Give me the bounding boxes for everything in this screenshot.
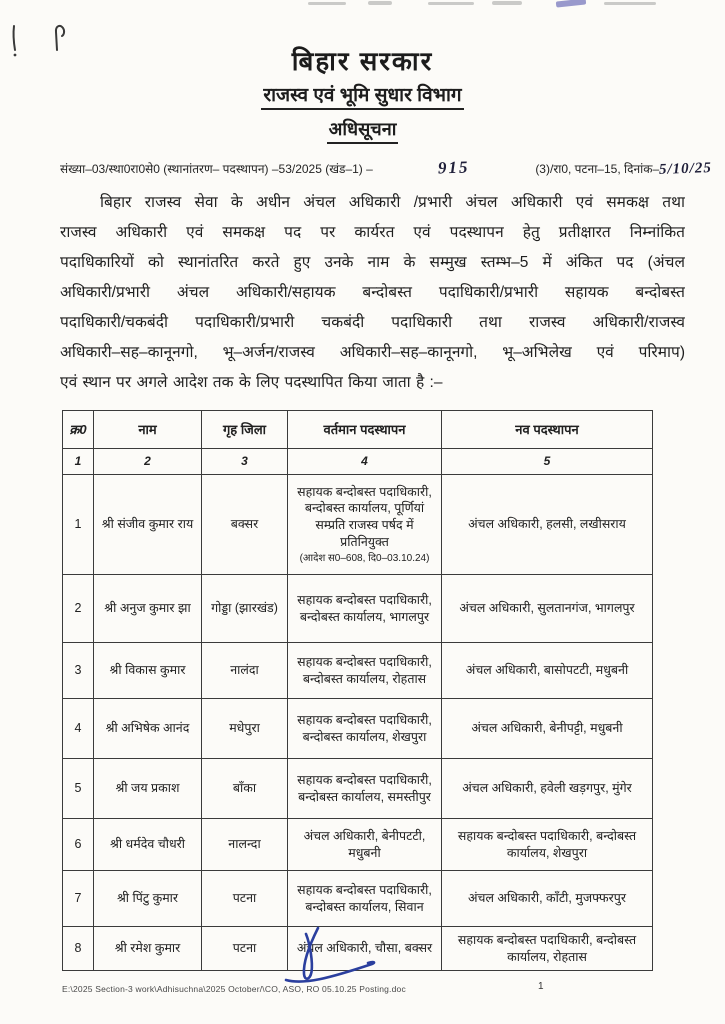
current-posting-cell: सहायक बन्दोबस्त पदाधिकारी, बन्दोबस्त कार्यालय, रोहतास — [288, 643, 442, 699]
home-district-cell: बाँका — [202, 759, 288, 819]
current-posting-cell: सहायक बन्दोबस्त पदाधिकारी, बन्दोबस्त कार्यालय, शेखपुरा — [288, 699, 442, 759]
scan-artifact — [428, 2, 474, 5]
home-district-cell: नालंदा — [202, 643, 288, 699]
handwritten-date: 5/10/25 — [658, 160, 713, 178]
home-district-cell: गोड्डा (झारखंड) — [202, 575, 288, 643]
column-number: 5 — [442, 449, 653, 475]
name-cell: श्री अनुज कुमार झा — [94, 575, 202, 643]
page-number: 1 — [538, 981, 544, 992]
current-posting-cell — [288, 475, 442, 575]
current-posting-cell: अंचल अधिकारी, चौसा, बक्सर — [288, 927, 442, 971]
notification-title-text: अधिसूचना — [327, 117, 399, 144]
column-number-row — [63, 449, 653, 475]
table-header-row — [63, 411, 653, 449]
footer-file-path: E:\2025 Section-3 work\Adhisuchna\2025 October/\CO, ASO, RO 05.10.25 Posting.doc — [62, 984, 406, 994]
notification-title — [0, 117, 725, 144]
header-new-posting: नव पदस्थापन — [442, 411, 653, 449]
department-title — [0, 81, 725, 110]
name-cell: श्री अभिषेक आनंद — [94, 699, 202, 759]
current-posting-text: सहायक बन्दोबस्त पदाधिकारी, बन्दोबस्त कार्यालय, पूर्णियां सम्प्रति राजस्व पर्षद में प्रतिनियुक्त — [297, 484, 432, 550]
column-number: 2 — [94, 449, 202, 475]
serial-cell: 3 — [63, 643, 94, 699]
serial-cell: 5 — [63, 759, 94, 819]
serial-cell: 6 — [63, 819, 94, 871]
new-posting-cell: सहायक बन्दोबस्त पदाधिकारी, बन्दोबस्त कार्यालय, रोहतास — [442, 927, 653, 971]
serial-cell: 2 — [63, 575, 94, 643]
header-home-district: गृह जिला — [202, 411, 288, 449]
new-posting-cell: सहायक बन्दोबस्त पदाधिकारी, बन्दोबस्त कार्यालय, शेखपुरा — [442, 819, 653, 871]
name-cell: श्री विकास कुमार — [94, 643, 202, 699]
current-posting-cell: सहायक बन्दोबस्त पदाधिकारी, बन्दोबस्त कार्यालय, भागलपुर — [288, 575, 442, 643]
reference-right-text — [535, 160, 712, 178]
serial-cell: 8 — [63, 927, 94, 971]
name-cell: श्री जय प्रकाश — [94, 759, 202, 819]
paragraph-line: बिहार राजस्व सेवा के अधीन अंचल अधिकारी /प्रभारी अंचल अधिकारी एवं समकक्ष तथा — [100, 194, 685, 211]
transfer-table — [62, 410, 653, 971]
serial-cell: 4 — [63, 699, 94, 759]
reference-left-text: संख्या–03/स्था0रा0से0 (स्थानांतरण– पदस्थापन) –53/2025 (खंड–1) – — [60, 162, 373, 176]
handwritten-memo-number: 915 — [437, 157, 471, 178]
table-row — [63, 643, 653, 699]
serial-cell: 1 — [63, 475, 94, 575]
department-title-text: राजस्व एवं भूमि सुधार विभाग — [261, 81, 463, 110]
name-cell: श्री पिंटु कुमार — [94, 871, 202, 927]
new-posting-cell: अंचल अधिकारी, हवेली खड़गपुर, मुंगेर — [442, 759, 653, 819]
current-posting-cell: सहायक बन्दोबस्त पदाधिकारी, बन्दोबस्त कार्यालय, सिवान — [288, 871, 442, 927]
document-header — [0, 0, 725, 144]
paragraph-line: पदाधिकारियों को स्थानांतरित करते हुए उनके नाम के सम्मुख स्तम्भ–5 में अंकित पद (अंचल — [60, 254, 685, 271]
header-current-posting: वर्तमान पदस्थापन — [288, 411, 442, 449]
table-row — [63, 475, 653, 575]
table-row — [63, 575, 653, 643]
current-posting-note: (आदेश स0–608, दि0–03.10.24) — [299, 553, 430, 564]
home-district-cell: बक्सर — [202, 475, 288, 575]
table-row — [63, 819, 653, 871]
new-posting-cell: अंचल अधिकारी, हलसी, लखीसराय — [442, 475, 653, 575]
new-posting-cell: अंचल अधिकारी, काँटी, मुजफ्फरपुर — [442, 871, 653, 927]
signature-mark — [268, 916, 388, 994]
home-district-cell: मधेपुरा — [202, 699, 288, 759]
scan-artifact — [492, 1, 522, 5]
new-posting-cell: अंचल अधिकारी, बेनीपट्टी, मधुबनी — [442, 699, 653, 759]
column-number: 4 — [288, 449, 442, 475]
column-number: 3 — [202, 449, 288, 475]
current-posting-cell: सहायक बन्दोबस्त पदाधिकारी, बन्दोबस्त कार्यालय, समस्तीपुर — [288, 759, 442, 819]
government-title: बिहार सरकार — [291, 46, 434, 76]
home-district-cell: पटना — [202, 871, 288, 927]
scan-artifact — [368, 1, 392, 5]
scan-artifact — [308, 2, 346, 5]
table-row — [63, 759, 653, 819]
serial-cell: 7 — [63, 871, 94, 927]
reference-line — [60, 158, 712, 178]
body-paragraph — [60, 188, 685, 398]
column-number: 1 — [63, 449, 94, 475]
reference-date-label: (3)/रा0, पटना–15, दिनांक– — [535, 162, 660, 176]
home-district-cell: पटना — [202, 927, 288, 971]
paragraph-line: पदाधिकारी/चकबंदी पदाधिकारी/प्रभारी चकबंदी पदाधिकारी तथा राजस्व अधिकारी/राजस्व — [60, 314, 685, 331]
home-district-cell: नालन्दा — [202, 819, 288, 871]
new-posting-cell: अंचल अधिकारी, बासोपटटी, मधुबनी — [442, 643, 653, 699]
header-serial: क्र0 — [63, 411, 94, 449]
table-row — [63, 699, 653, 759]
current-posting-cell: अंचल अधिकारी, बेनीपटटी, मधुबनी — [288, 819, 442, 871]
paragraph-line: अधिकारी–सह–कानूनगो, भू–अर्जन/राजस्व अधिकारी–सह–कानूनगो, भू–अभिलेख एवं परिमाप) — [60, 344, 685, 361]
scan-artifact — [604, 2, 656, 5]
name-cell: श्री संजीव कुमार राय — [94, 475, 202, 575]
paragraph-line: राजस्व अधिकारी एवं समकक्ष पद पर कार्यरत एवं पदस्थापन हेतु प्रतीक्षारत निम्नांकित — [60, 224, 685, 241]
header-name: नाम — [94, 411, 202, 449]
new-posting-cell: अंचल अधिकारी, सुलतानगंज, भागलपुर — [442, 575, 653, 643]
name-cell: श्री धर्मदेव चौधरी — [94, 819, 202, 871]
paragraph-line: एवं स्थान पर अगले आदेश तक के लिए पदस्थापित किया जाता है :– — [60, 374, 443, 391]
name-cell: श्री रमेश कुमार — [94, 927, 202, 971]
paragraph-line: अधिकारी/प्रभारी अंचल अधिकारी/सहायक बन्दोबस्त पदाधिकारी/प्रभारी सहायक बन्दोबस्त — [60, 284, 685, 301]
